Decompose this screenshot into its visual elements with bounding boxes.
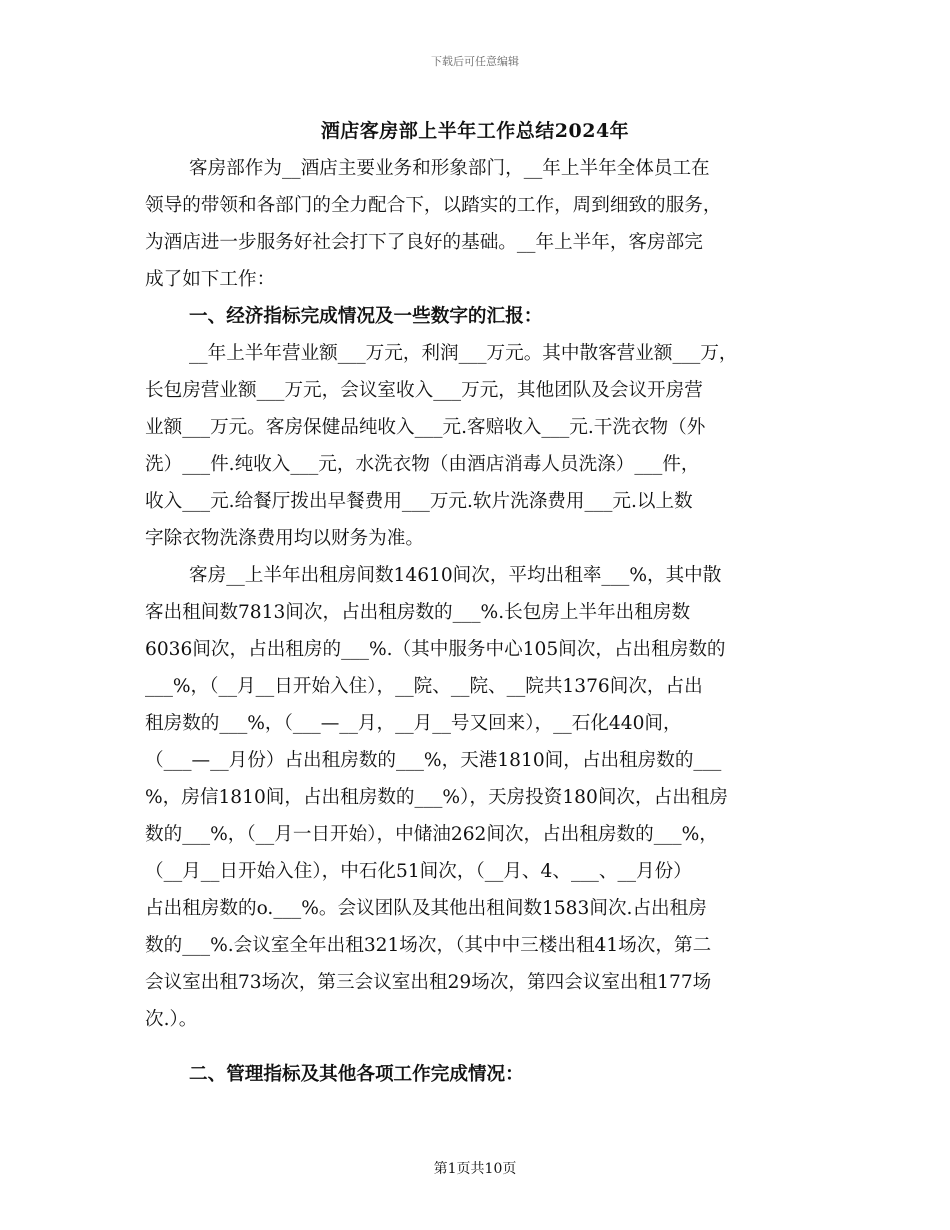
section1-para2-line: 数的___%，（__月一日开始），中储油262间次，占出租房数的___%， bbox=[145, 824, 718, 845]
section-heading-1: 一、经济指标完成情况及一些数字的汇报： bbox=[189, 306, 543, 327]
section1-para2-line: 占出租房数的o.___%。会议团队及其他出租间数1583间次.占出租房 bbox=[145, 898, 707, 919]
section1-para2-line: 租房数的___%，（___—__月，__月__号又回来），__石化440间， bbox=[145, 713, 682, 734]
section1-para1-line: 长包房营业额___万元，会议室收入___万元，其他团队及会议开房营 bbox=[145, 380, 703, 401]
section1-para2-line: 会议室出租73场次，第三会议室出租29场次，第四会议室出租177场 bbox=[145, 972, 712, 993]
document-body bbox=[145, 150, 825, 1093]
section1-para2-line: （__月__日开始入住），中石化51间次，（__月、4、___、__月份） bbox=[145, 861, 692, 882]
section1-para2-line: ___%，（__月__日开始入住），__院、__院、__院共1376间次，占出 bbox=[145, 676, 703, 697]
section-heading-2: 二、管理指标及其他各项工作完成情况： bbox=[189, 1064, 524, 1085]
section1-para1-line: 字除衣物洗涤费用均以财务为准。 bbox=[145, 528, 424, 549]
intro-line: 成了如下工作： bbox=[145, 269, 276, 290]
page-footer: 第1页共10页 bbox=[433, 1161, 517, 1177]
intro-line: 客房部作为__酒店主要业务和形象部门，__年上半年全体员工在 bbox=[189, 158, 710, 179]
header-note: 下载后可任意编辑 bbox=[431, 55, 519, 68]
section1-para2-line: %，房信1810间，占出租房数的___%），天房投资180间次，占出租房 bbox=[145, 787, 728, 808]
section1-para2-line: 次.）。 bbox=[145, 1009, 198, 1030]
section1-para2-line: 数的___%.会议室全年出租321场次，（其中中三楼出租41场次，第二 bbox=[145, 935, 712, 956]
section1-para1-line: __年上半年营业额___万元，利润___万元。其中散客营业额___万， bbox=[189, 343, 738, 364]
section1-para2-line: （___—__月份）占出租房数的___%，天港1810间，占出租房数的___ bbox=[145, 750, 722, 771]
section1-para2-line: 客房__上半年出租房间数14610间次，平均出租率___%，其中散 bbox=[189, 565, 722, 586]
section1-para1-line: 洗）___件.纯收入___元，水洗衣物（由酒店消毒人员洗涤）___件， bbox=[145, 454, 700, 475]
intro-line: 为酒店进一步服务好社会打下了良好的基础。__年上半年，客房部完 bbox=[145, 232, 703, 253]
section1-para2-line: 6036间次，占出租房的___%.（其中服务中心105间次，占出租房数的 bbox=[145, 639, 726, 660]
section1-para1-line: 收入___元.给餐厅拨出早餐费用___万元.软片洗涤费用___元.以上数 bbox=[145, 491, 693, 512]
document-title: 酒店客房部上半年工作总结2024年 bbox=[320, 120, 630, 142]
paragraph-gap bbox=[145, 1038, 825, 1056]
section1-para2-line: 客出租间数7813间次，占出租房数的___%.长包房上半年出租房数 bbox=[145, 602, 691, 623]
intro-line: 领导的带领和各部门的全力配合下，以踏实的工作，周到细致的服务， bbox=[145, 195, 722, 216]
section1-para1-line: 业额___万元。客房保健品纯收入___元.客赔收入___元.干洗衣物（外 bbox=[145, 417, 706, 438]
